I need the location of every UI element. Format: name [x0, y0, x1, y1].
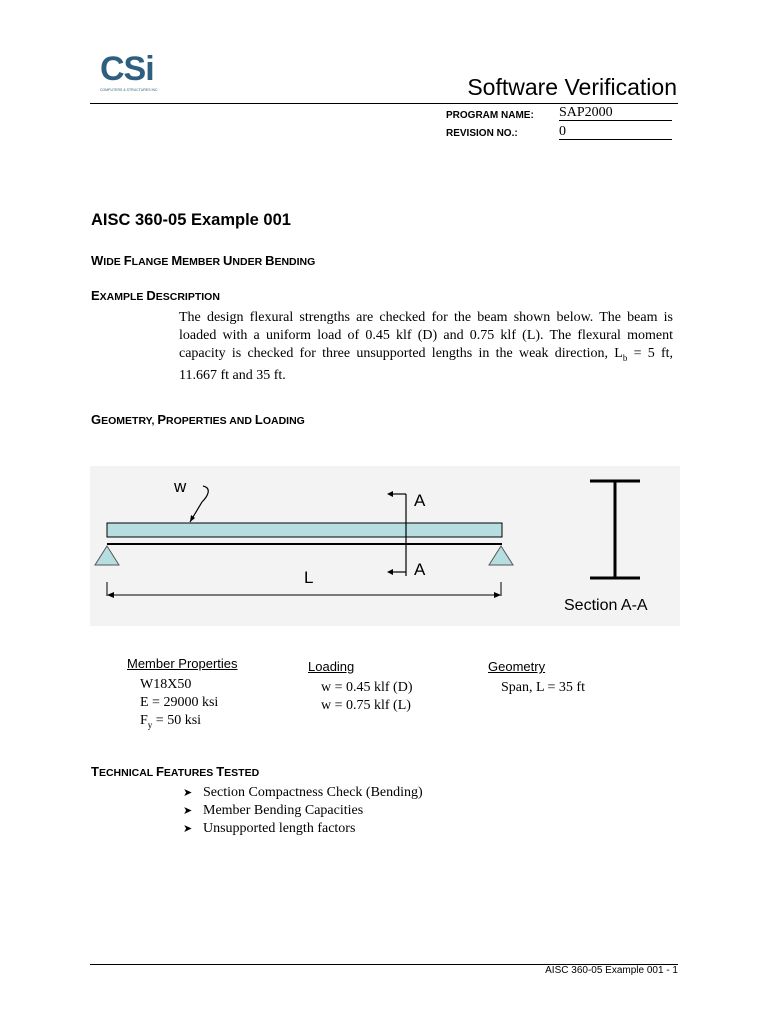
logo-text: CSi: [100, 50, 154, 88]
list-item: ➤ Section Compactness Check (Bending): [183, 785, 423, 800]
span-label: L: [304, 568, 314, 587]
description-paragraph: The design flexural strengths are checked for the beam shown below. The beam is loaded with a uniform load of 0.45 klf (D) and 0.75 klf (L). The flexural moment capacity is checked for three unsupported lengths in the weak direction, $L_b = 5$ ft, 11.667 ft and 35 ft.: [179, 310, 674, 383]
beam-figure: [90, 466, 680, 626]
header-divider: [90, 103, 678, 104]
geometry-subheading: Geometry: [488, 659, 546, 674]
logo-tagline: COMPUTERS & STRUCTURES INC.: [100, 88, 159, 92]
dead-load: w = 0.45 klf (D): [321, 680, 413, 695]
program-name-value: SAP2000: [559, 105, 672, 121]
yield-strength: $F_y = 50$ ksi: [140, 713, 202, 730]
section-mark-bottom: A: [414, 560, 426, 579]
bullet-arrow-icon: ➤: [183, 804, 193, 817]
load-label: w: [174, 477, 187, 496]
features-list: [183, 784, 423, 838]
csi-logo: [100, 52, 160, 102]
revision-value: 0: [559, 124, 672, 140]
live-load: w = 0.75 klf (L): [321, 698, 411, 713]
geometry-heading: GEOMETRY, PROPERTIES AND LOADING: [91, 412, 305, 427]
example-description-heading: EXAMPLE DESCRIPTION: [91, 288, 220, 303]
bullet-arrow-icon: ➤: [183, 786, 193, 799]
loading-heading: Loading: [308, 659, 355, 674]
revision-label: REVISION NO.:: [446, 128, 518, 139]
loading-values: [321, 679, 413, 715]
geometry-values: [501, 679, 585, 697]
subtitle-heading: WIDE FLANGE MEMBER UNDER BENDING: [91, 253, 316, 268]
member-properties: [140, 676, 218, 734]
member-properties-heading: Member Properties: [127, 656, 238, 671]
section-designation: W18X50: [140, 677, 192, 692]
list-item: ➤ Unsupported length factors: [183, 821, 356, 836]
span-value: Span, L = 35 ft: [501, 680, 585, 695]
example-heading: AISC 360-05 Example 001: [91, 211, 291, 229]
beam-body: [107, 523, 502, 537]
list-item: ➤ Member Bending Capacities: [183, 803, 364, 818]
section-mark-top: A: [414, 491, 426, 510]
section-caption: Section A-A: [564, 597, 648, 614]
program-name-label: PROGRAM NAME:: [446, 110, 534, 121]
bullet-arrow-icon: ➤: [183, 822, 193, 835]
document-title: Software Verification: [467, 74, 677, 100]
page-footer: AISC 360-05 Example 001 - 1: [545, 965, 678, 976]
technical-features-heading: TECHNICAL FEATURES TESTED: [91, 764, 260, 779]
modulus-value: E = 29000 ksi: [140, 695, 219, 710]
